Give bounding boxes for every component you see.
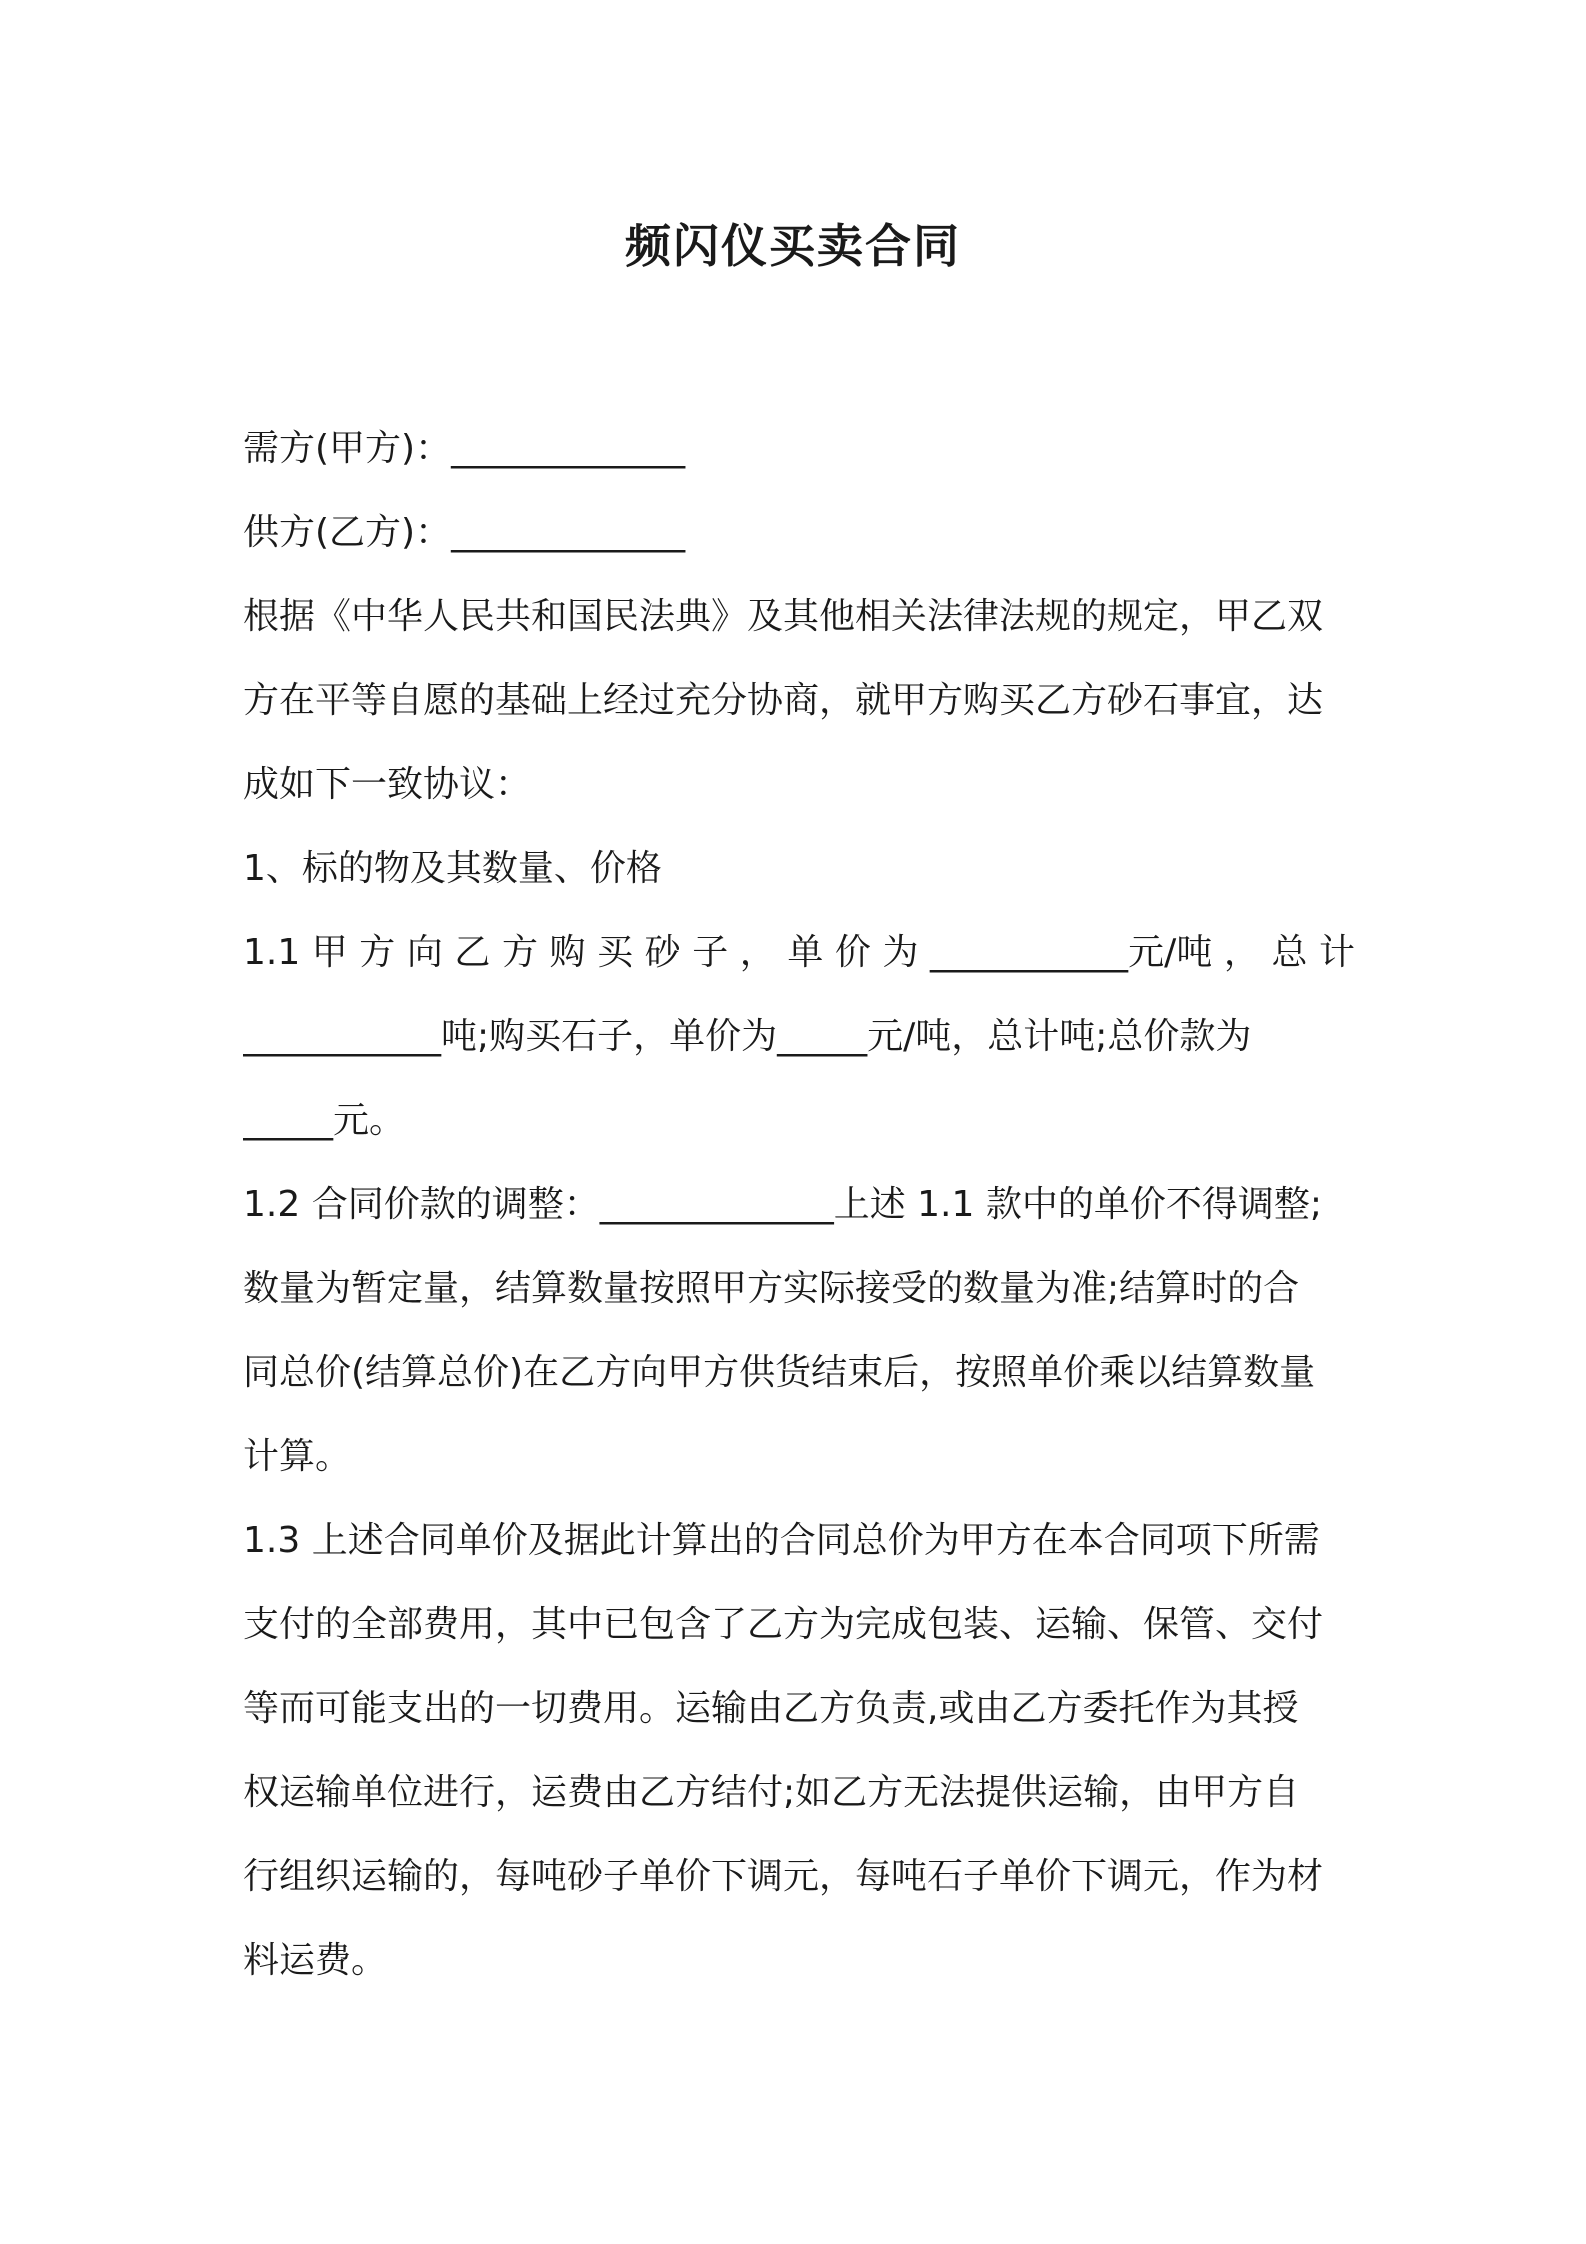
document-body — [243, 407, 1355, 2003]
preamble-line-3: 成如下一致协议： — [243, 764, 532, 805]
clause-1-3-line-5: 行组织运输的，每吨砂子单价下调元，每吨石子单价下调元，作为材 — [243, 1856, 1324, 1897]
clause-1-1-line-1: 1.1 甲 方 向 乙 方 购 买 砂 子 ， 单 价 为 ___________元/吨 ， 总 计 — [243, 932, 1355, 973]
clause-1-2-line-1: 1.2 合同价款的调整：_____________上述 1.1 款中的单价不得调整; — [243, 1184, 1322, 1225]
clause-1-3-line-1: 1.3 上述合同单价及据此计算出的合同总价为甲方在本合同项下所需 — [243, 1520, 1320, 1561]
document-title: 频闪仪买卖合同 — [625, 219, 961, 273]
preamble-line-1: 根据《中华人民共和国民法典》及其他相关法律法规的规定，甲乙双 — [243, 596, 1324, 637]
preamble-line-2: 方在平等自愿的基础上经过充分协商，就甲方购买乙方砂石事宜，达 — [243, 680, 1324, 721]
clause-1-1-line-2: ___________吨;购买石子，单价为_____元/吨，总计吨;总价款为 — [243, 1016, 1252, 1057]
clause-1-2-line-3: 同总价(结算总价)在乙方向甲方供货结束后，按照单价乘以结算数量 — [243, 1352, 1316, 1393]
clause-1-3-line-4: 权运输单位进行，运费由乙方结付;如乙方无法提供运输，由甲方自 — [243, 1772, 1300, 1813]
party-b-line: 供方(乙方)：_____________ — [243, 512, 686, 553]
section-1-heading: 1、标的物及其数量、价格 — [243, 848, 662, 889]
party-a-line: 需方(甲方)：_____________ — [243, 428, 686, 469]
clause-1-3-line-3: 等而可能支出的一切费用。运输由乙方负责,或由乙方委托作为其授 — [243, 1688, 1299, 1729]
clause-1-2-line-4: 计算。 — [243, 1436, 352, 1477]
clause-1-3-line-6: 料运费。 — [243, 1940, 388, 1981]
clause-1-2-line-2: 数量为暂定量，结算数量按照甲方实际接受的数量为准;结算时的合 — [243, 1268, 1300, 1309]
clause-1-3-line-2: 支付的全部费用，其中已包含了乙方为完成包装、运输、保管、交付 — [243, 1604, 1324, 1645]
clause-1-1-line-3: _____元。 — [243, 1100, 406, 1141]
